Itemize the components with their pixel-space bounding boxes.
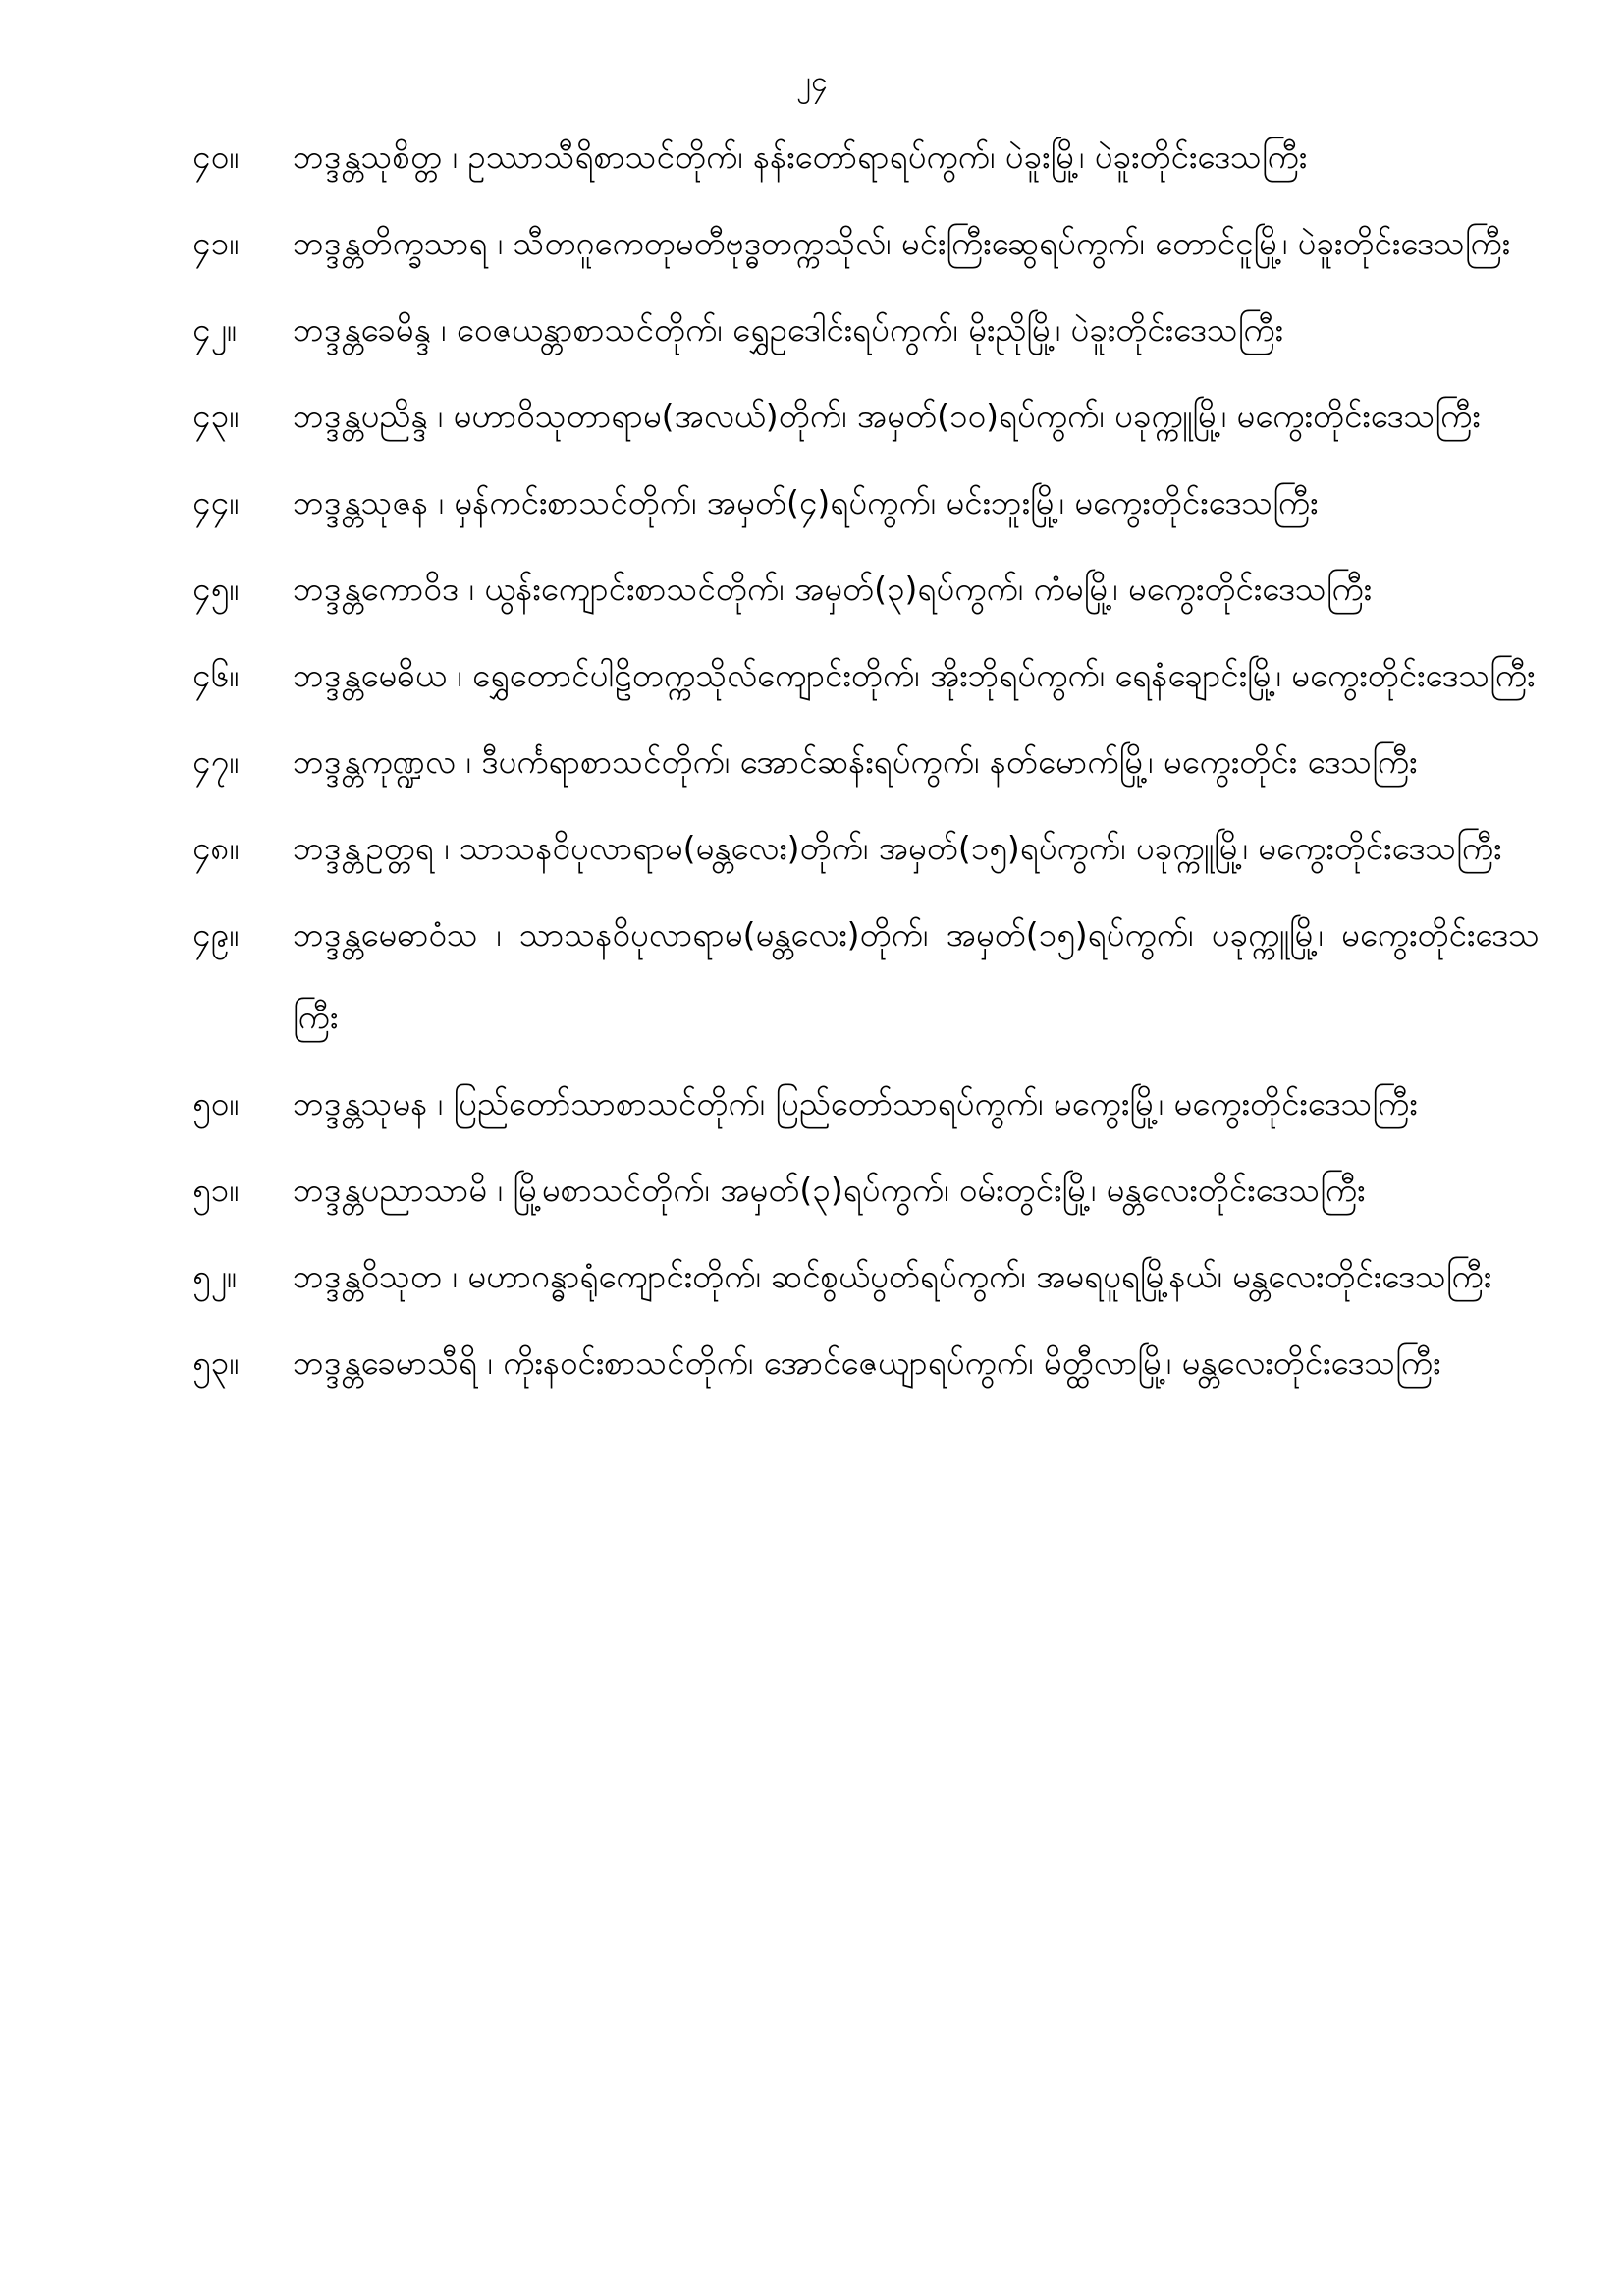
entry-text: ဘဒ္ဒန္တသုဇန ၊ မှန်ကင်းစာသင်တိုက်၊ အမှတ်(၄)ရပ်ကွက်၊ မင်းဘူးမြို့၊ မကွေးတိုင်းဒေသကြီး <box>293 483 1319 521</box>
entry-text: ဘဒ္ဒန္တပညာသာမိ ၊ မြို့မစာသင်တိုက်၊ အမှတ်(၃)ရပ်ကွက်၊ ဝမ်းတွင်းမြို့၊ မန္တလေးတိုင်းဒေသကြီး <box>293 1171 1366 1209</box>
entry-number: ၄၈။ <box>192 829 240 867</box>
list-item <box>192 807 1540 890</box>
list-item <box>192 548 1540 630</box>
entry-number: ၄၃။ <box>192 397 240 435</box>
list-item <box>192 1235 1540 1318</box>
entry-number: ၄၇။ <box>192 742 240 781</box>
list-item <box>192 1149 1540 1231</box>
entry-text: ဘဒ္ဒန္တမေဓိယ ၊ ရွှေတောင်ပါဠိတက္ကသိုလ်ကျောင်းတိုက်၊ အိုးဘိုရပ်ကွက်၊ ရေနံချောင်းမြို့၊ မကွေးတိုင်းဒေသကြီး <box>293 656 1536 694</box>
entry-text: ဘဒ္ဒန္တသုစိတ္တ ၊ ဥဿာသီရိစာသင်တိုက်၊ နန်းတော်ရာရပ်ကွက်၊ ပဲခူးမြို့၊ ပဲခူးတိုင်းဒေသကြီး <box>293 137 1308 176</box>
entry-number: ၄၆။ <box>192 656 240 694</box>
list-item <box>192 721 1540 803</box>
entry-number: ၄၁။ <box>192 224 240 262</box>
list-item <box>192 202 1540 285</box>
list-item <box>192 289 1540 371</box>
list-item <box>192 116 1540 198</box>
list-item <box>192 1063 1540 1145</box>
entry-text: ဘဒ္ဒန္တတိက္ခသာရ ၊ သီတဂူကေတုမတီဗုဒ္ဓတက္ကသိုလ်၊ မင်းကြီးဆွေရပ်ကွက်၊ တောင်ငူမြို့၊ ပဲခူးတိုင်းဒေသကြီး <box>293 224 1511 262</box>
entry-text: ဘဒ္ဒန္တကောဝိဒ ၊ ယွန်းကျောင်းစာသင်တိုက်၊ အမှတ်(၃)ရပ်ကွက်၊ ကံမမြို့၊ မကွေးတိုင်းဒေသကြီး <box>293 570 1373 608</box>
page-number: ၂၄ <box>796 65 828 99</box>
entry-number: ၅၂။ <box>192 1257 237 1295</box>
entry-number: ၅၁။ <box>192 1171 240 1209</box>
list-item <box>192 634 1540 717</box>
entry-number: ၅၃။ <box>192 1343 240 1382</box>
list-item <box>192 375 1540 458</box>
entry-text: ဘဒ္ဒန္တကုဏ္ဍလ ၊ ဒီပင်္ကရာစာသင်တိုက်၊ အောင်ဆန်းရပ်ကွက်၊ နတ်မောက်မြို့၊ မကွေးတိုင်း ဒေသကြီး <box>293 742 1418 781</box>
list-item <box>192 462 1540 544</box>
list-item <box>192 1322 1540 1404</box>
entry-list <box>192 116 1540 1408</box>
entry-number: ၄၀။ <box>192 137 240 176</box>
entry-number: ၅၀။ <box>192 1084 240 1122</box>
entry-number: ၄၅။ <box>192 570 240 608</box>
entry-text: ဘဒ္ဒန္တသုမန ၊ ပြည်တော်သာစာသင်တိုက်၊ ပြည်တော်သာရပ်ကွက်၊ မကွေးမြို့၊ မကွေးတိုင်းဒေသကြီး <box>293 1084 1418 1122</box>
list-item <box>192 894 1540 1059</box>
entry-number: ၄၂။ <box>192 310 237 349</box>
entry-number: ၄၉။ <box>192 915 240 954</box>
entry-text: ဘဒ္ဒန္တခေမိန္ဒ ၊ ဝေဇယန္တာစာသင်တိုက်၊ ရွှေဥဒေါင်းရပ်ကွက်၊ မိုးညိုမြို့၊ ပဲခူးတိုင်းဒေသကြီး <box>293 310 1283 349</box>
entry-number: ၄၄။ <box>192 483 240 521</box>
entry-text: ဘဒ္ဒန္တဝိသုတ ၊ မဟာဂန္ဓာရုံကျောင်းတိုက်၊ ဆင်စွယ်ပွတ်ရပ်ကွက်၊ အမရပူရမြို့နယ်၊ မန္တလေးတိုင်းဒေသကြီး <box>293 1257 1492 1295</box>
entry-text: ဘဒ္ဒန္တဥတ္တရ ၊ သာသနဝိပုလာရာမ(မန္တလေး)တိုက်၊ အမှတ်(၁၅)ရပ်ကွက်၊ ပခုက္ကူမြို့၊ မကွေးတိုင်းဒေသကြီး <box>293 829 1502 867</box>
entry-text: ဘဒ္ဒန္တပညိန္ဒ ၊ မဟာဝိသုတာရာမ(အလယ်)တိုက်၊ အမှတ်(၁၀)ရပ်ကွက်၊ ပခုက္ကူမြို့၊ မကွေးတိုင်းဒေသကြီး <box>293 397 1481 435</box>
entry-text: ဘဒ္ဒန္တခေမာသီရိ ၊ ကိုးနဝင်းစာသင်တိုက်၊ အောင်ဇေယျာရပ်ကွက်၊ မိတ္ထီလာမြို့၊ မန္တလေးတိုင်းဒေသကြီး <box>293 1343 1441 1382</box>
entry-text: ဘဒ္ဒန္တမေဓာဝံသ ၊ သာသနဝိပုလာရာမ(မန္တလေး)တိုက်၊ အမှတ်(၁၅)ရပ်ကွက်၊ ပခုက္ကူမြို့၊ မကွေးတိုင်းဒေသကြီး <box>293 915 1540 1036</box>
